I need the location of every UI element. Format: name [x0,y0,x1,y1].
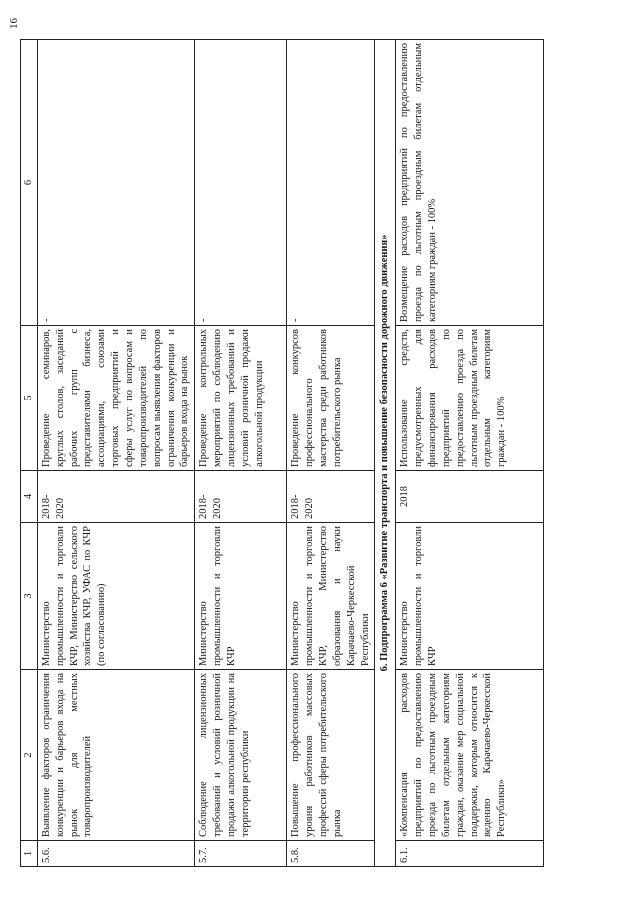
column-number: 6 [21,40,38,326]
actions-cell: Проведение конкурсов профессионального мастерства среди работников потребительского рынка [287,326,375,471]
column-number: 5 [21,326,38,471]
result-cell: Возмещение расходов предприятий по предоставлению проезда по льготным проездным билетам отдельным категориям граждан - 100% [396,40,544,326]
period-cell: 2018 [396,471,544,523]
executor-cell: Министерство промышленности и торговли КЧР, Министерство сельского хозяйства КЧР, УФАС по КЧР (по согласованию) [37,523,194,670]
measure-cell: Соблюдение лицензионных требований и условий розничной продажи алкогольной продукции на территории республики [195,670,287,841]
column-number: 1 [21,841,38,867]
executor-cell: Министерство промышленности и торговли КЧР [396,523,544,670]
page-number: 16 [8,18,20,29]
column-number: 4 [21,471,38,523]
section-title: 6. Подпрограмма 6 «Развитие транспорта и повышение безопасности дорожного движения» [375,40,396,867]
result-cell: - [195,40,287,326]
table-row [37,40,194,867]
row-number: 5.6. [37,841,194,867]
actions-cell: Использование средств, предусмотренных для финансирования расходов предприятий по предоставлению проезда по льготным проездным билетам отдельным категориям граждан - 100% [396,326,544,471]
actions-cell: Проведение семинаров, круглых столов, заседаний рабочих групп с представителями бизнеса, ассоциациями, союзами торговых предприятий и сферы услуг по вопросам и товаропроизводителей по вопросам выявления факторов ограничения конкуренции и барьеров входа на рынок [37,326,194,471]
column-number: 3 [21,523,38,670]
table-row [195,40,287,867]
column-number-row [21,40,38,867]
row-number: 6.1. [396,841,544,867]
period-cell: 2018-2020 [37,471,194,523]
table-row [287,40,375,867]
section-row [375,40,396,867]
measure-cell: Выявление факторов ограничения конкуренции и барьеров входа на рынок для местных товаропроизводителей [37,670,194,841]
measure-cell: «Компенсация расходов предприятий по предоставлению проезда по льготным проездным билетам отдельным категориям граждан, оказание мер социальной поддержки, которым относится к ведению Карачаево-Черкесской Республики» [396,670,544,841]
column-number: 2 [21,670,38,841]
period-cell: 2018-2020 [195,471,287,523]
period-cell: 2018-2020 [287,471,375,523]
result-cell: - [37,40,194,326]
actions-cell: Проведение контрольных мероприятий по соблюдению лицензионных требований и условий розничной продажи алкогольной продукции [195,326,287,471]
row-number: 5.8. [287,841,375,867]
executor-cell: Министерство промышленности и торговли КЧР [195,523,287,670]
measures-table [20,39,544,867]
result-cell: - [287,40,375,326]
measure-cell: Повышение профессионального уровня работников массовых профессий сферы потребительского рынка [287,670,375,841]
executor-cell: Министерство промышленности и торговли КЧР, Министерство образования и науки Карачаево-Черкесской Республики [287,523,375,670]
table-row [396,40,544,867]
row-number: 5.7. [195,841,287,867]
